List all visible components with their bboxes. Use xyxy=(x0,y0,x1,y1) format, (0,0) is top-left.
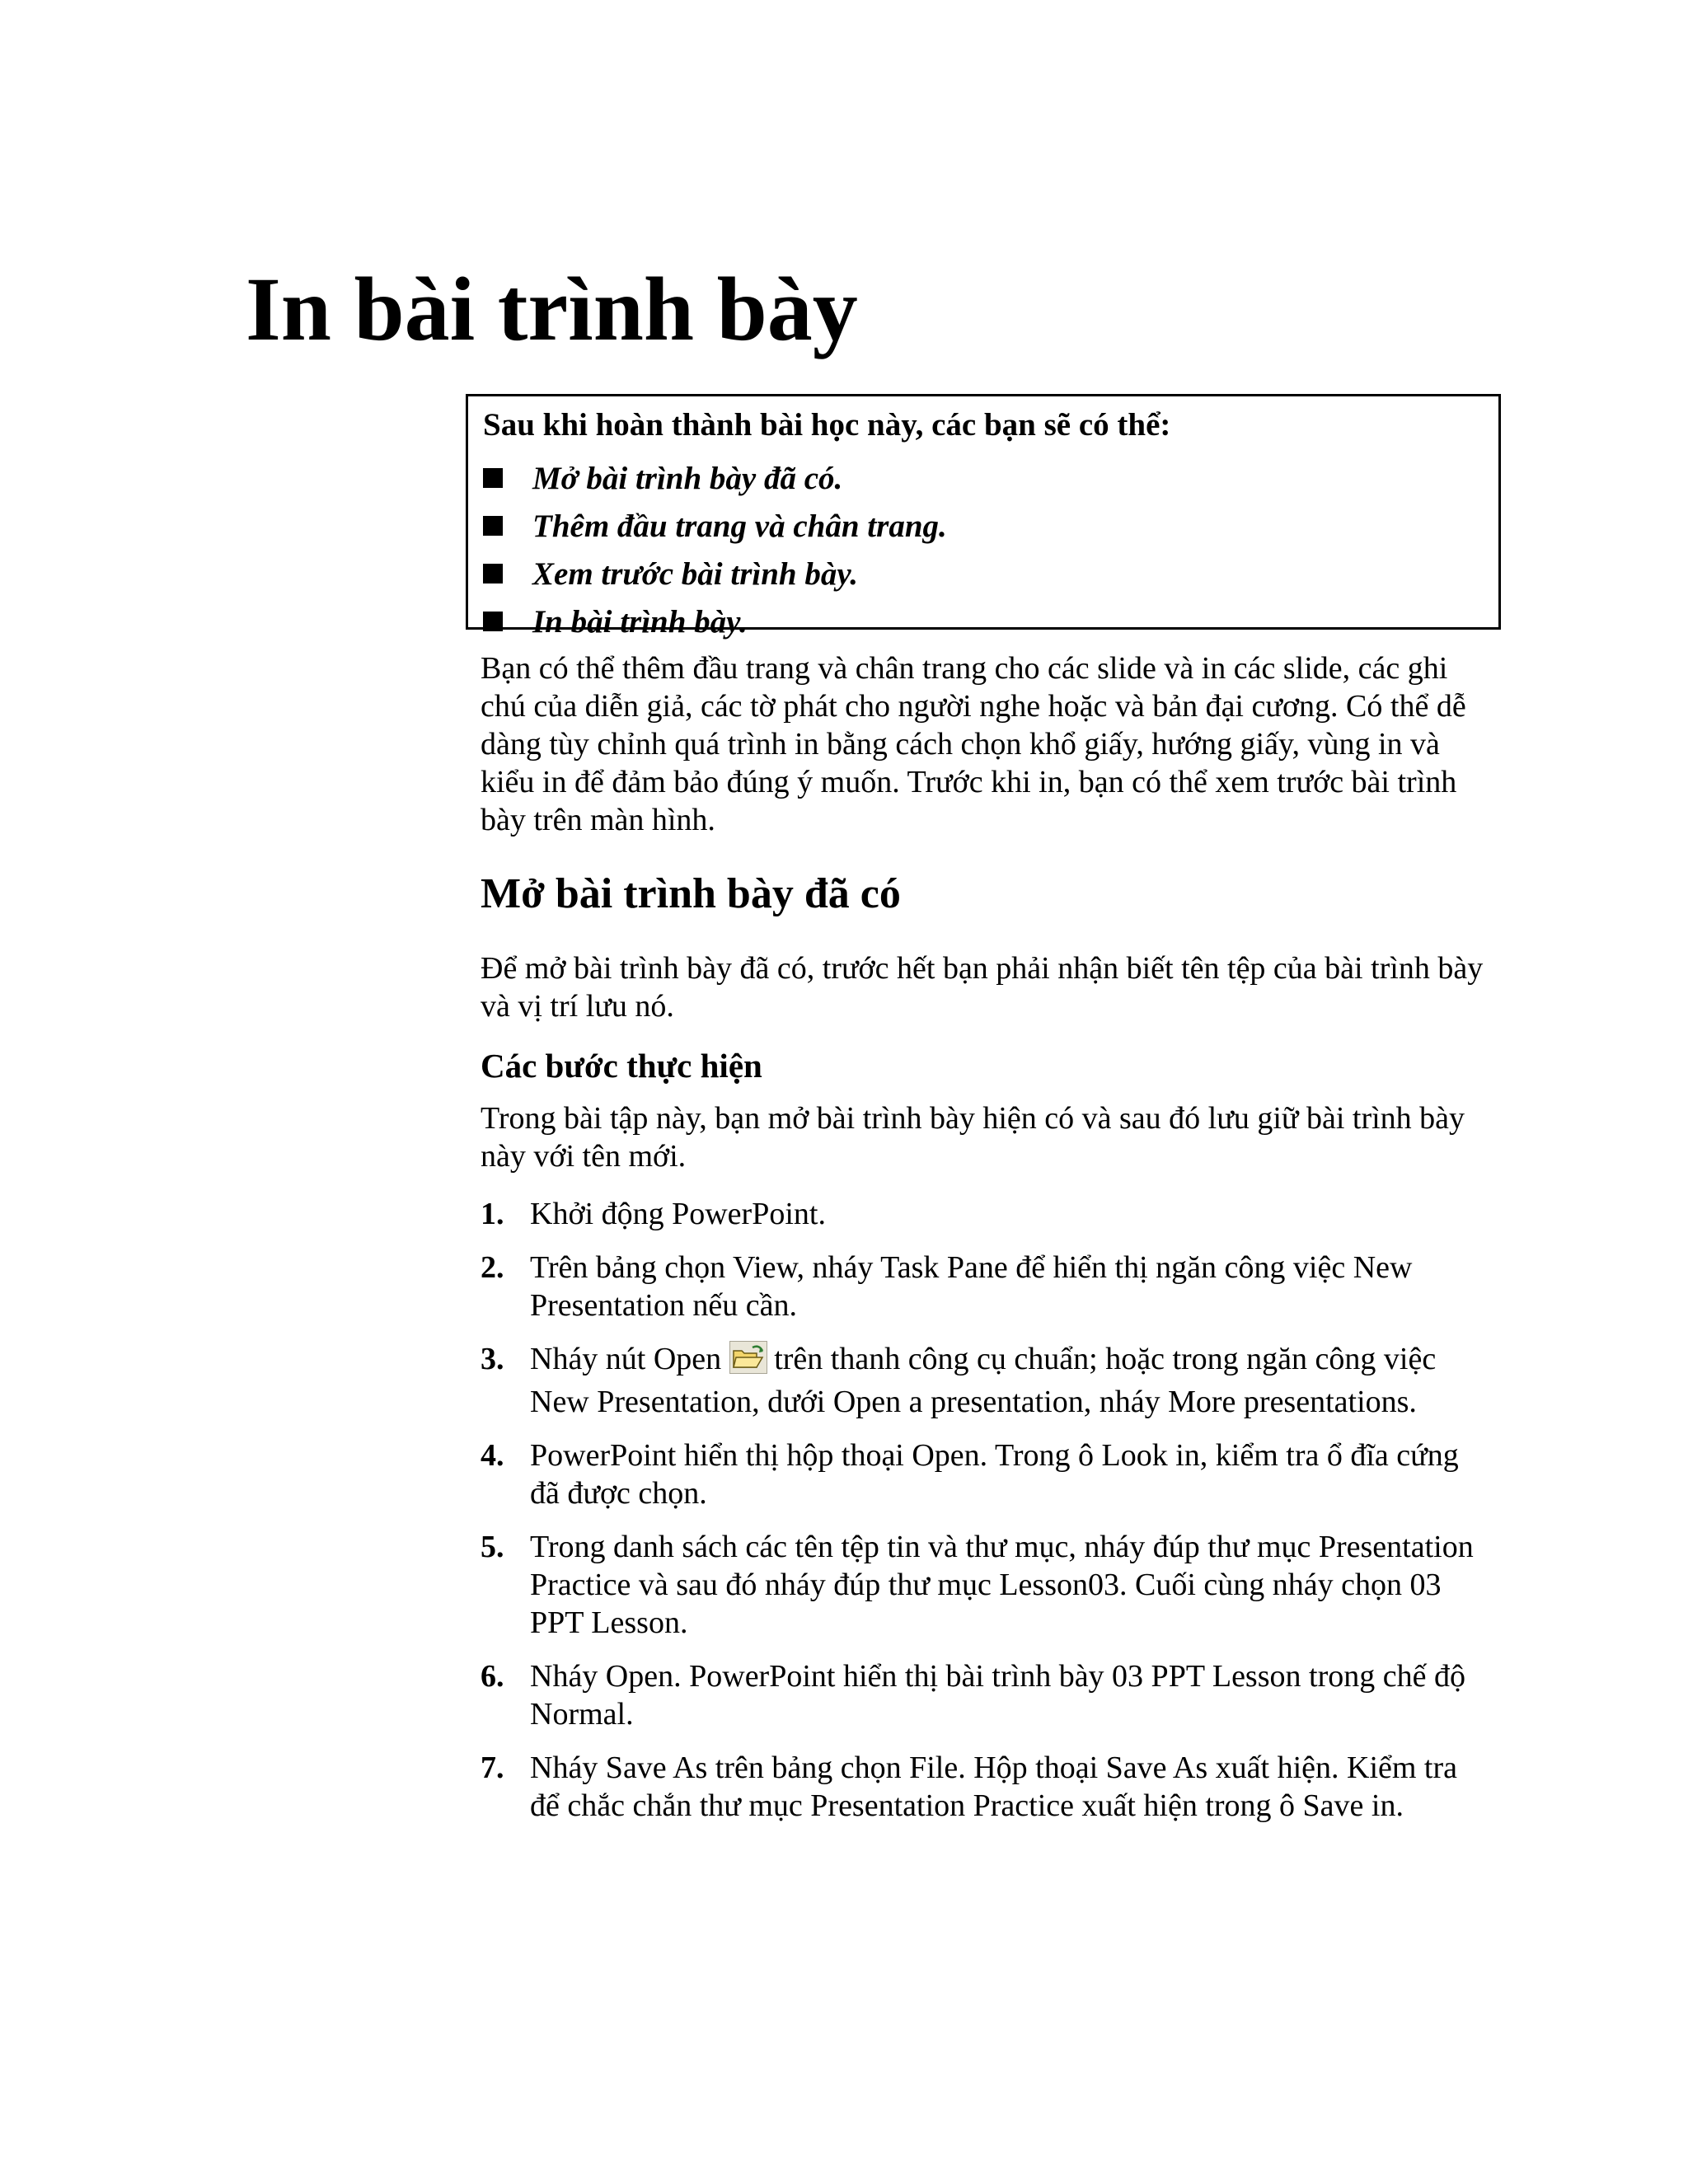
objective-item xyxy=(483,598,1498,645)
steps-heading: Các bước thực hiện xyxy=(481,1047,762,1085)
step-item xyxy=(481,1528,1494,1642)
objective-item xyxy=(483,502,1498,550)
main-content xyxy=(481,649,1494,1840)
step-item xyxy=(481,1749,1494,1825)
section-paragraph: Để mở bài trình bày đã có, trước hết bạn phải nhận biết tên tệp của bài trình bày và vị trí lưu nó. xyxy=(481,951,1484,1024)
step-number: 2. xyxy=(481,1250,504,1285)
step-number: 5. xyxy=(481,1530,504,1564)
step-number: 1. xyxy=(481,1197,504,1231)
page-title: In bài trình bày xyxy=(246,259,858,359)
step-item xyxy=(481,1436,1494,1512)
step-number: 4. xyxy=(481,1438,504,1473)
step-text: PowerPoint hiển thị hộp thoại Open. Trong ô Look in, kiểm tra ổ đĩa cứng đã được chọn. xyxy=(530,1438,1459,1511)
objective-item xyxy=(483,550,1498,598)
objective-text: Xem trước bài trình bày. xyxy=(532,555,858,592)
step-text: Trên bảng chọn View, nháy Task Pane để hiển thị ngăn công việc New Presentation nếu cần. xyxy=(530,1250,1413,1323)
square-bullet-icon xyxy=(483,564,503,583)
step-number: 7. xyxy=(481,1750,504,1785)
step-text-before-icon: Nháy nút Open xyxy=(530,1342,722,1376)
objective-text: In bài trình bày. xyxy=(532,603,748,640)
step-text-after-icon: trên thanh công cụ chuẩn; hoặc trong ngăn công việc New Presentation, dưới Open a presentation, nháy More presentations. xyxy=(530,1342,1437,1419)
step-number: 6. xyxy=(481,1659,504,1694)
step-text: Nháy Save As trên bảng chọn File. Hộp thoại Save As xuất hiện. Kiểm tra để chắc chắn thư mục Presentation Practice xuất hiện trong ô Save in. xyxy=(530,1750,1458,1823)
step-item xyxy=(481,1195,1494,1233)
section-heading: Mở bài trình bày đã có xyxy=(481,870,901,917)
objective-text: Mở bài trình bày đã có. xyxy=(532,460,843,496)
intro-paragraph: Bạn có thể thêm đầu trang và chân trang cho các slide và in các slide, các ghi chú của diễn giả, các tờ phát cho người nghe hoặc và bản đại cương. Có thể dễ dàng tùy chỉnh quá trình in bằng cách chọn khổ giấy, hướng giấy, vùng in và kiểu in để đảm bảo đúng ý muốn. Trước khi in, bạn có thể xem trước bài trình bày trên màn hình. xyxy=(481,651,1466,837)
step-text: Nháy Open. PowerPoint hiển thị bài trình bày 03 PPT Lesson trong chế độ Normal. xyxy=(530,1659,1465,1732)
steps-intro: Trong bài tập này, bạn mở bài trình bày hiện có và sau đó lưu giữ bài trình bày này với tên mới. xyxy=(481,1101,1465,1174)
step-text: Trong danh sách các tên tệp tin và thư mục, nháy đúp thư mục Presentation Practice và sau đó nháy đúp thư mục Lesson03. Cuối cùng nháy chọn 03 PPT Lesson. xyxy=(530,1530,1474,1640)
objective-item xyxy=(483,454,1498,502)
objective-text: Thêm đầu trang và chân trang. xyxy=(532,508,947,544)
square-bullet-icon xyxy=(483,516,503,536)
step-number: 3. xyxy=(481,1342,504,1376)
step-item xyxy=(481,1657,1494,1733)
step-text xyxy=(530,1340,1494,1421)
square-bullet-icon xyxy=(483,612,503,631)
step-text: Khởi động PowerPoint. xyxy=(530,1197,826,1231)
objectives-heading: Sau khi hoàn thành bài học này, các bạn sẽ có thể: xyxy=(483,407,1171,443)
open-folder-icon xyxy=(729,1341,767,1383)
steps-list xyxy=(481,1195,1494,1825)
step-item xyxy=(481,1340,1494,1421)
step-item xyxy=(481,1249,1494,1324)
square-bullet-icon xyxy=(483,468,503,488)
objectives-box xyxy=(466,394,1501,640)
